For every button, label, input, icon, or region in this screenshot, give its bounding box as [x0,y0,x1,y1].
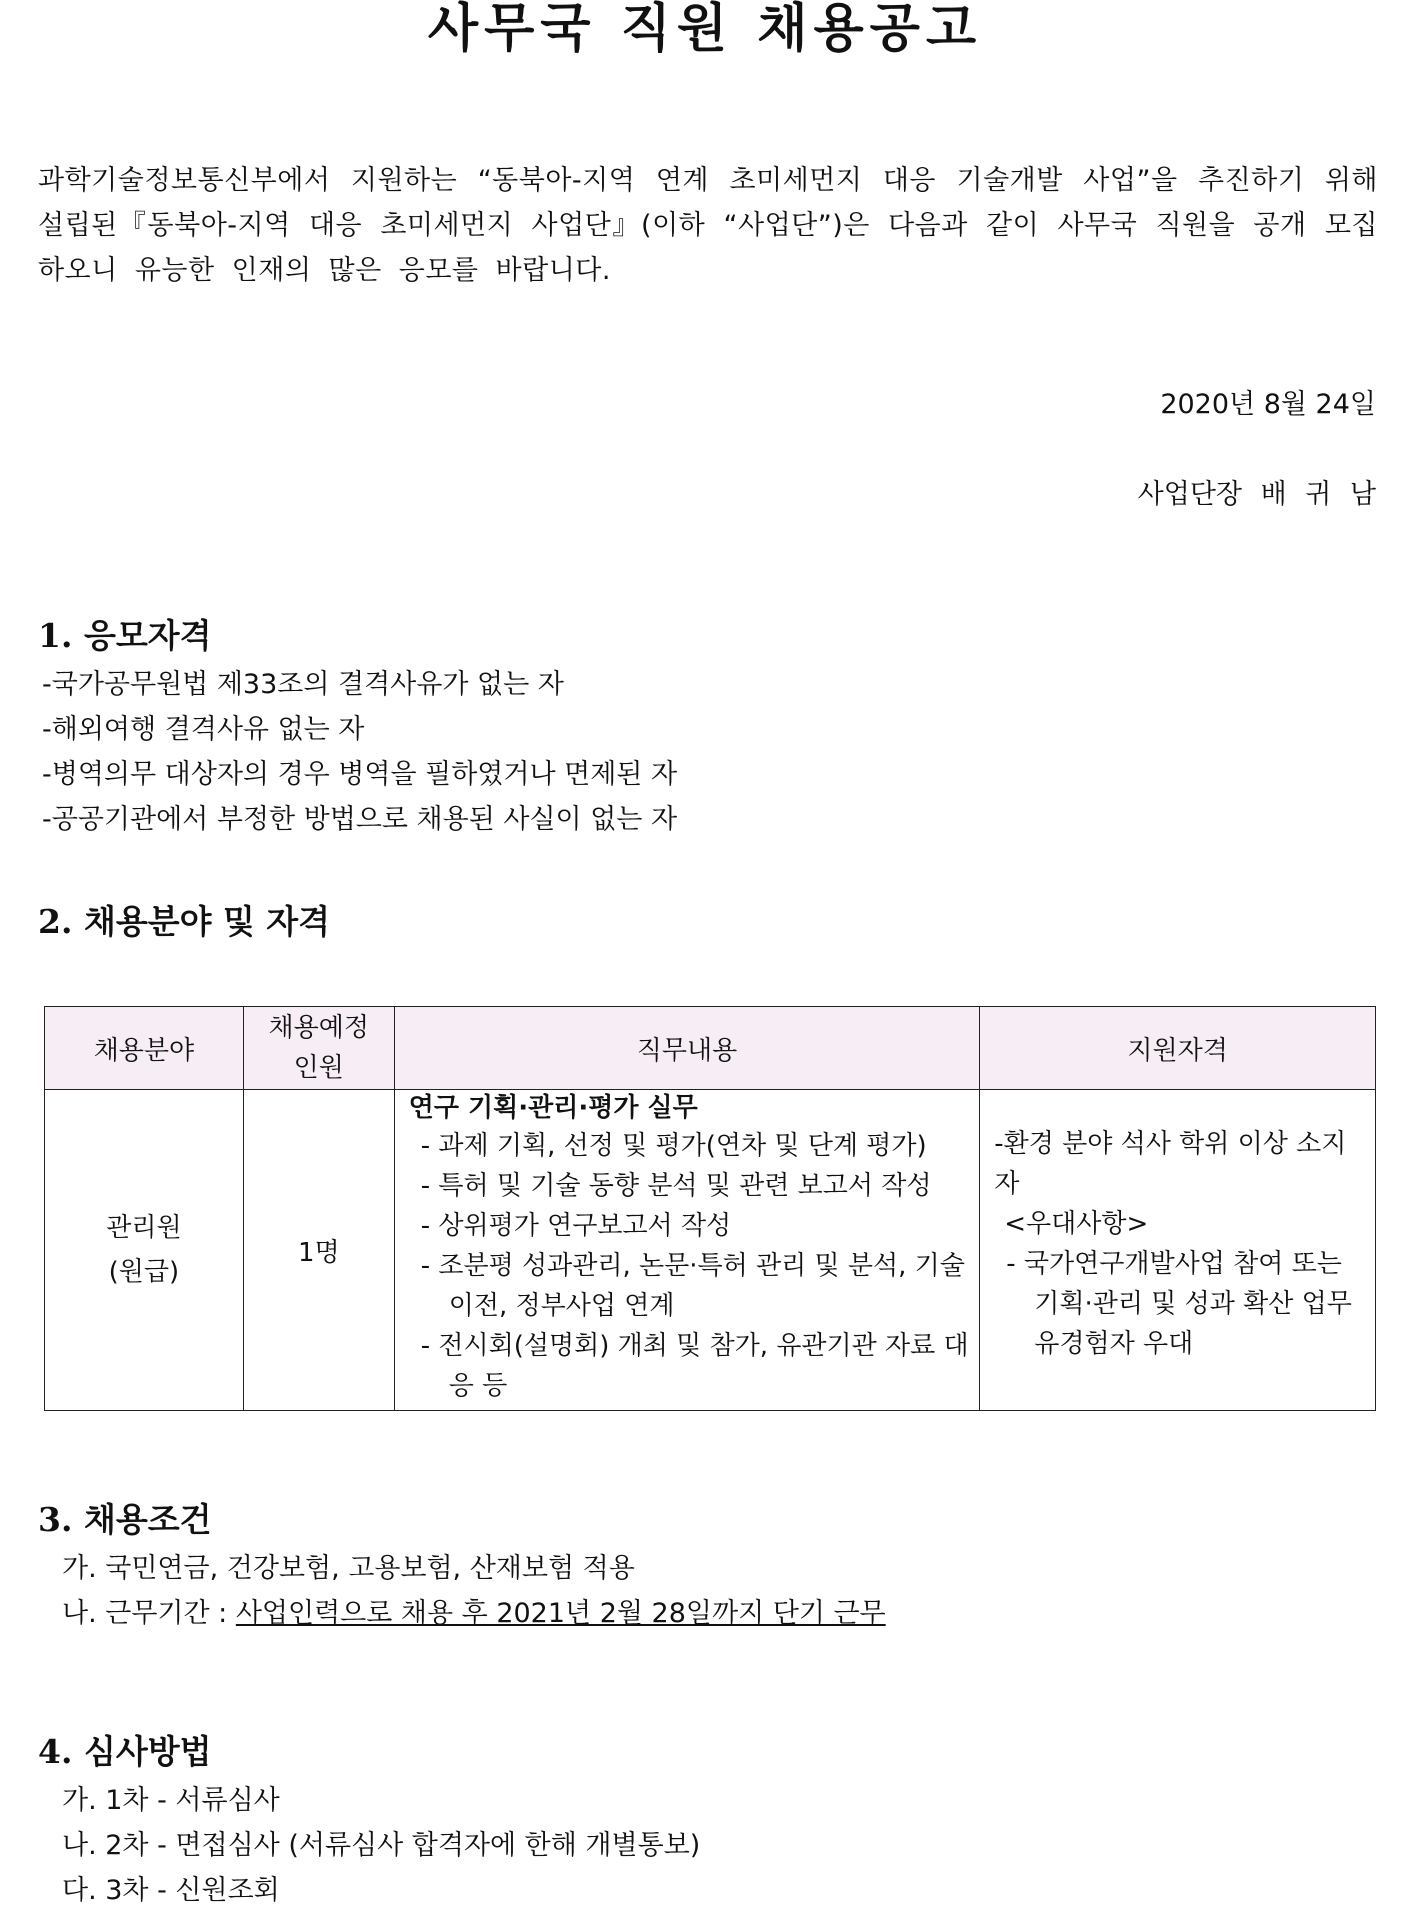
duty-title: 연구 기획·관리·평가 실무 [408,1093,698,1123]
header-field: 채용분야 [45,1007,244,1090]
duty-item: - 전시회(설명회) 개최 및 참가, 유관기관 자료 대응 등 [420,1331,969,1401]
recruitment-table [44,1006,1376,1411]
list-item: 다. 3차 - 신원조회 [62,1875,280,1906]
cell-qualifications [980,1090,1376,1411]
page-title: 사무국 직원 채용공고 [427,0,983,59]
field-grade: (원급) [108,1257,180,1287]
section-2-heading: 2. 채용분야 및 자격 [38,902,331,941]
header-count [243,1007,394,1090]
list-item: -공공기관에서 부정한 방법으로 채용된 사실이 없는 자 [42,804,678,835]
section-3-heading: 3. 채용조건 [38,1500,212,1539]
duty-list [409,1126,970,1406]
section-4-heading: 4. 심사방법 [38,1732,212,1771]
list-item: 가. 1차 - 서류심사 [62,1785,280,1816]
section-1-heading: 1. 응모자격 [38,616,212,655]
cell-field [45,1090,244,1411]
duty-item: - 조분평 성과관리, 논문·특허 관리 및 분석, 기술이전, 정부사업 연계 [420,1251,965,1321]
header-qualifications: 지원자격 [980,1007,1376,1090]
table-header-row [45,1007,1376,1090]
screening-list [62,1778,700,1913]
signer: 사업단장 배 귀 남 [1137,479,1376,510]
cell-duties [394,1090,980,1411]
list-item: 나. 2차 - 면접심사 (서류심사 합격자에 한해 개별통보) [62,1830,701,1861]
header-count-line1: 채용예정 [268,1013,370,1043]
duty-item: - 특허 및 기술 동향 분석 및 관련 보고서 작성 [420,1171,932,1201]
list-item: -병역의무 대상자의 경우 병역을 필하였거나 면제된 자 [42,759,678,790]
list-item: -국가공무원법 제33조의 결격사유가 없는 자 [42,669,564,700]
period-label: 나. 근무기간 : [62,1598,236,1629]
list-item [62,1591,886,1636]
duty-item: - 상위평가 연구보고서 작성 [420,1211,732,1241]
duty-item: - 과제 기획, 선정 및 평가(연차 및 단계 평가) [420,1131,927,1161]
qual-main: -환경 분야 석사 학위 이상 소지자 [994,1129,1347,1199]
qual-pref-label: <우대사항> [1004,1209,1149,1239]
period-value: 사업인력으로 채용 후 2021년 2월 28일까지 단기 근무 [235,1598,886,1629]
qual-pref: - 국가연구개발사업 참여 또는 기획·관리 및 성과 확산 업무 유경험자 우대 [1006,1249,1352,1359]
notice-date: 2020년 8월 24일 [1160,389,1376,420]
list-item: -해외여행 결격사유 없는 자 [42,714,365,745]
intro-paragraph: 과학기술정보통신부에서 지원하는 “동북아-지역 연계 초미세먼지 대응 기술개발 사업”을 추진하기 위해 설립된『동북아-지역 대응 초미세먼지 사업단』(이하 “사업단”)은 다음과 같이 사무국 직원을 공개 모집하오니 유능한 인재의 많은 응모를 바랍니다. [38,165,1378,286]
list-item: 가. 국민연금, 건강보험, 고용보험, 산재보험 적용 [62,1553,635,1584]
eligibility-list [42,662,677,842]
header-count-line2: 인원 [293,1053,344,1083]
conditions-list [62,1546,886,1636]
cell-count: 1명 [243,1090,394,1411]
header-duties: 직무내용 [394,1007,980,1090]
field-name: 관리원 [106,1213,182,1243]
table-row [45,1090,1376,1411]
